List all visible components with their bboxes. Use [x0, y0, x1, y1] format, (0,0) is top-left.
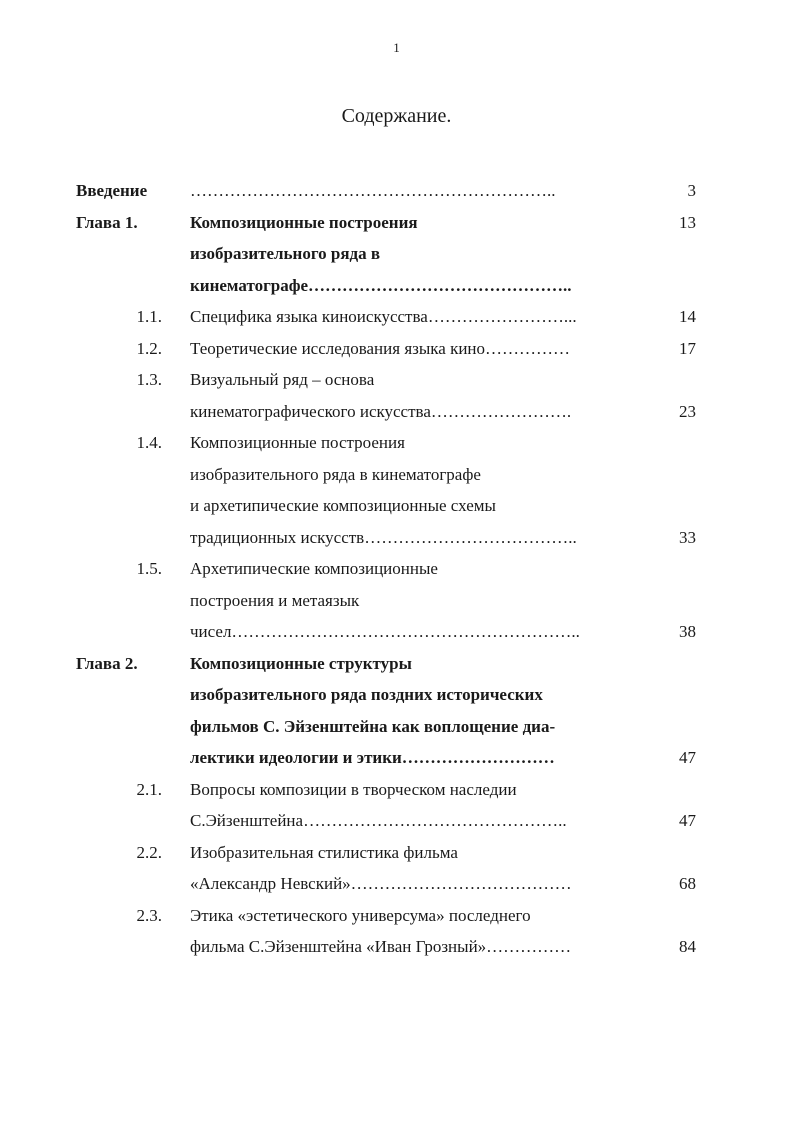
toc-entry-title: фильмов С. Эйзенштейна как воплощение диа-: [190, 716, 556, 736]
toc-entry-title: Специфика языка киноискусства……………………...: [190, 307, 577, 326]
page-title: Содержание.: [341, 105, 452, 127]
toc-entry-title: Этика «эстетического универсума» последнего: [190, 905, 531, 925]
toc-row: [76, 459, 696, 491]
toc-row: [76, 774, 696, 806]
table-of-contents: [76, 175, 696, 963]
toc-row: [76, 711, 696, 743]
toc-row: [76, 301, 696, 333]
toc-entry-page: 33: [679, 527, 696, 547]
toc-entry-page: 13: [679, 212, 696, 232]
toc-row: [76, 553, 696, 585]
toc-entry-title: «Александр Невский»…………………………………: [190, 874, 572, 893]
toc-entry-page: 84: [679, 937, 696, 956]
toc-entry-title: Вопросы композиции в творческом наследии: [190, 779, 517, 799]
toc-entry-title: лектики идеологии и этики………………………: [190, 748, 555, 767]
toc-entry-label: Глава 2.: [76, 653, 138, 673]
toc-row: [76, 270, 696, 302]
page-number: 1: [393, 40, 400, 55]
toc-entry-label: 2.2.: [136, 842, 162, 862]
toc-entry-title: традиционных искусств………………………………..: [190, 527, 577, 547]
toc-entry-title: кинематографического искусства…………………….: [190, 401, 572, 421]
toc-entry-page: 68: [679, 874, 696, 893]
toc-entry-title: чисел……………………………………………………..: [190, 622, 580, 641]
toc-row: [76, 490, 696, 522]
toc-entry-label: 1.3.: [136, 370, 162, 389]
toc-entry-title: и архетипические композиционные схемы: [190, 496, 496, 515]
toc-entry-page: 47: [679, 748, 696, 767]
toc-entry-title: Композиционные построения: [190, 212, 418, 232]
toc-entry-label: 1.5.: [136, 559, 162, 578]
toc-row: [76, 679, 696, 711]
toc-row: [76, 648, 696, 680]
toc-entry-label: Введение: [76, 181, 148, 200]
toc-entry-title: Архетипические композиционные: [190, 559, 438, 578]
toc-entry-title: Изобразительная стилистика фильма: [190, 842, 458, 862]
toc-entry-title: изобразительного ряда поздних исторических: [190, 685, 543, 704]
toc-entry-title: Композиционные построения: [190, 433, 405, 452]
toc-row: [76, 207, 696, 239]
toc-entry-page: 14: [679, 307, 696, 326]
toc-row: [76, 742, 696, 774]
toc-entry-page: 38: [679, 622, 696, 641]
toc-row: [76, 900, 696, 932]
toc-row: [76, 238, 696, 270]
toc-row: [76, 522, 696, 554]
toc-entry-title: С.Эйзенштейна………………………………………..: [190, 811, 567, 830]
toc-row: [76, 931, 696, 963]
toc-entry-title: Теоретические исследования языка кино……………: [190, 338, 571, 358]
toc-entry-label: 2.1.: [136, 779, 162, 799]
toc-row: [76, 364, 696, 396]
toc-row: [76, 585, 696, 617]
toc-entry-title: фильма С.Эйзенштейна «Иван Грозный»……………: [190, 937, 572, 956]
toc-entry-title: изобразительного ряда в: [190, 244, 381, 263]
toc-entry-page: 17: [679, 338, 696, 358]
toc-entry-label: 1.4.: [136, 433, 162, 452]
toc-entry-title: ………………………………………………………..: [190, 181, 556, 200]
toc-row: [76, 616, 696, 648]
toc-row: [76, 837, 696, 869]
toc-entry-page: 47: [679, 811, 696, 830]
toc-row: [76, 175, 696, 207]
toc-row: [76, 805, 696, 837]
toc-entry-title: кинематографе………………………………………..: [190, 275, 572, 295]
toc-row: [76, 396, 696, 428]
toc-entry-label: 1.1.: [136, 307, 162, 326]
toc-row: [76, 868, 696, 900]
toc-entry-title: Визуальный ряд – основа: [190, 370, 375, 389]
toc-row: [76, 333, 696, 365]
toc-entry-title: построения и метаязык: [190, 590, 360, 610]
toc-entry-page: 23: [679, 401, 696, 421]
toc-entry-title: изобразительного ряда в кинематографе: [190, 464, 481, 484]
toc-entry-label: Глава 1.: [76, 212, 138, 232]
toc-entry-label: 1.2.: [136, 338, 162, 358]
toc-row: [76, 427, 696, 459]
toc-entry-page: 3: [687, 181, 696, 200]
toc-entry-label: 2.3.: [136, 905, 162, 925]
toc-entry-title: Композиционные структуры: [190, 653, 412, 673]
